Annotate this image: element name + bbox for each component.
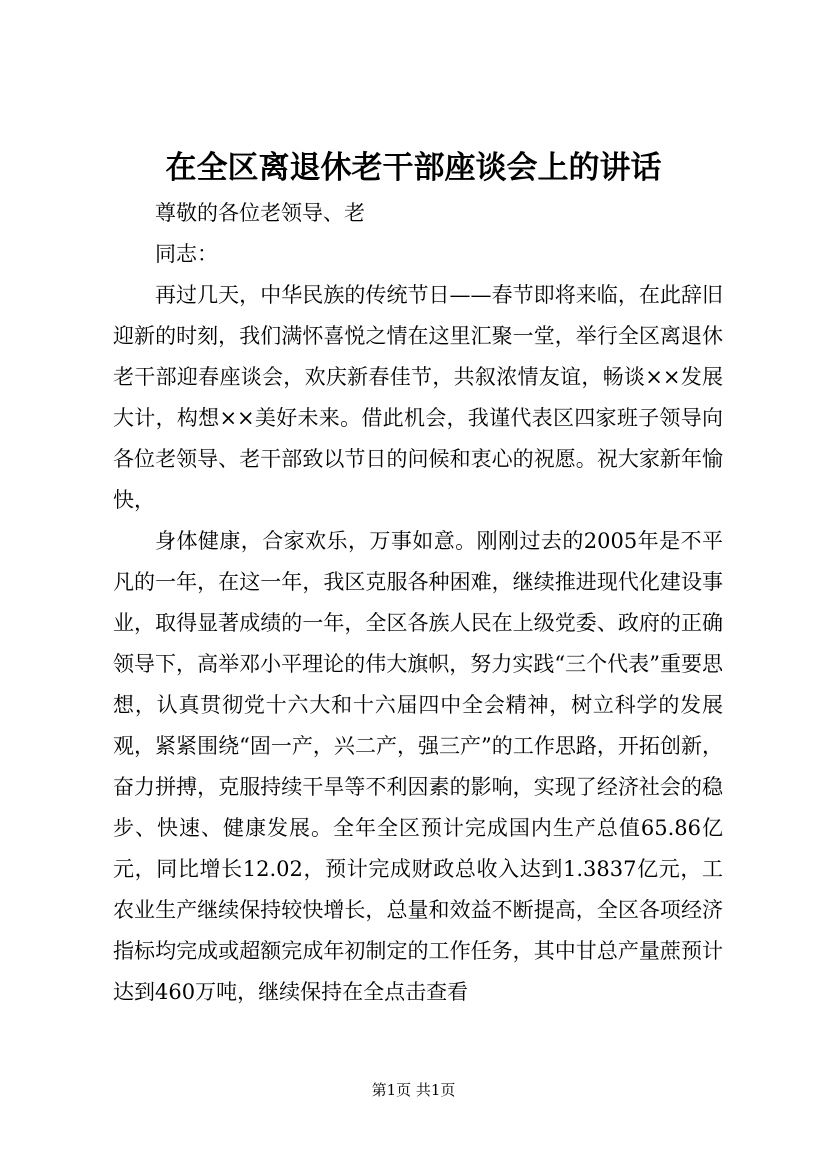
salutation-line-2: 同志： (155, 242, 218, 266)
paragraph-1: 再过几天，中华民族的传统节日——春节即将来临，在此辞旧迎新的时刻，我们满怀喜悦之情在这里汇聚一堂，举行全区离退休老干部迎春座谈会，欢庆新春佳节，共叙浓情友谊，畅谈××发展大计，构想××美好未来。借此机会，我谨代表区四家班子领导向各位老领导、老干部致以节日的问候和衷心的祝愿。祝大家新年愉快， (113, 283, 723, 512)
document-title: 在全区离退休老干部座谈会上的讲话 (165, 150, 662, 186)
salutation-line-1: 尊敬的各位老领导、老 (155, 201, 365, 225)
document-body (113, 193, 723, 1013)
paragraph-2: 身体健康，合家欢乐，万事如意。刚刚过去的2005年是不平凡的一年，在这一年，我区克服各种困难，继续推进现代化建设事业，取得显著成绩的一年，全区各族人民在上级党委、政府的正确领导下，高举邓小平理论的伟大旗帜，努力实践“三个代表”重要思想，认真贯彻党十六大和十六届四中全会精神，树立科学的发展观，紧紧围绕“固一产，兴二产，强三产”的工作思路，开拓创新，奋力拼搏，克服持续干旱等不利因素的影响，实现了经济社会的稳步、快速、健康发展。全年全区预计完成国内生产总值65.86亿元，同比增长12.02，预计完成财政总收入达到1.3837亿元，工农业生产继续保持较快增长，总量和效益不断提高，全区各项经济指标均完成或超额完成年初制定的工作任务，其中甘总产量蔗预计达到460万吨，继续保持在全点击查看 (113, 529, 723, 1004)
page-footer: 第1页 共1页 (371, 1081, 456, 1099)
